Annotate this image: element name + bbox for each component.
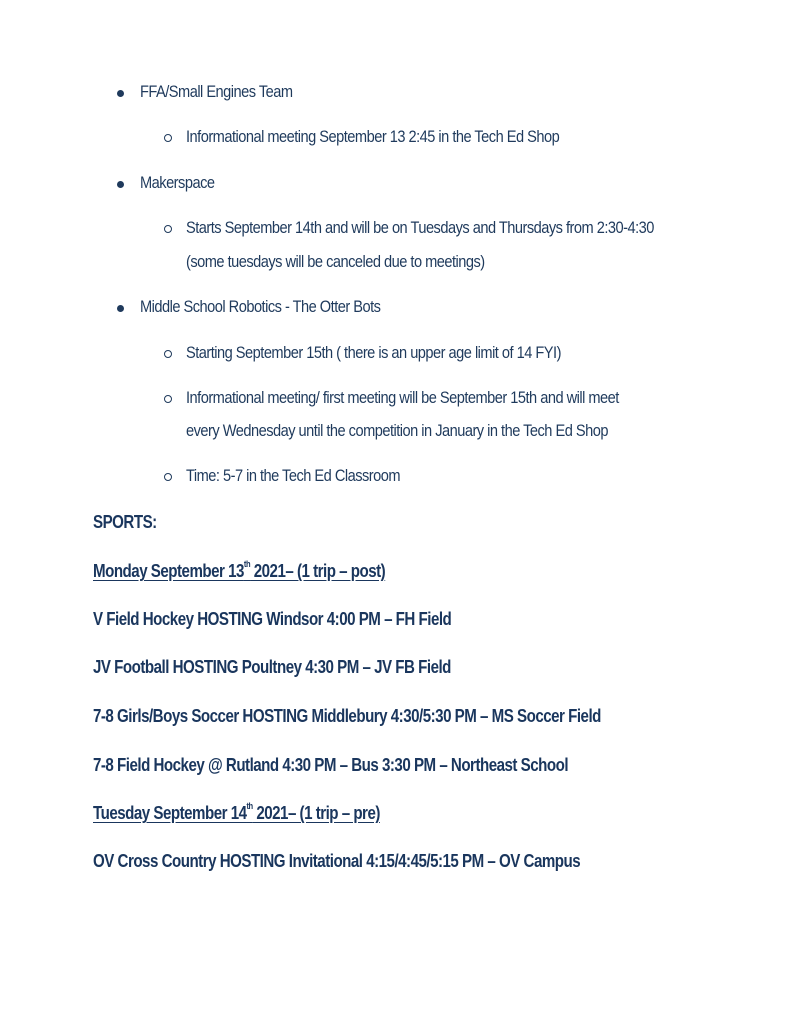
tuesday-event: OV Cross Country HOSTING Invitational 4:15/4:45/5:15 PM – OV Campus	[93, 851, 581, 871]
sports-heading: SPORTS:	[93, 512, 157, 532]
monday-date-pre: Monday September 13	[93, 561, 244, 581]
tuesday-date-sup: th	[246, 801, 253, 811]
club-ffa-title: FFA/Small Engines Team	[140, 82, 293, 101]
bullet-disc-icon	[117, 181, 124, 188]
bullet-circle-icon	[164, 225, 172, 233]
club-robotics-title: Middle School Robotics - The Otter Bots	[140, 297, 381, 316]
bullet-disc-icon	[117, 305, 124, 312]
tuesday-date-post: 2021– (1 trip – pre)	[252, 803, 380, 823]
tuesday-date-pre: Tuesday September 14	[93, 803, 247, 823]
club-robotics-detail-2-line2: every Wednesday until the competition in January in the Tech Ed Shop	[186, 421, 608, 440]
monday-date-heading	[93, 561, 385, 582]
monday-event: 7-8 Field Hockey @ Rutland 4:30 PM – Bus 3:30 PM – Northeast School	[93, 755, 569, 775]
tuesday-date-heading	[93, 803, 380, 824]
club-robotics-detail-1: Starting September 15th ( there is an upper age limit of 14 FYI)	[186, 343, 561, 362]
monday-event: 7-8 Girls/Boys Soccer HOSTING Middlebury 4:30/5:30 PM – MS Soccer Field	[93, 706, 601, 726]
bullet-circle-icon	[164, 473, 172, 481]
club-makerspace-detail-line2: (some tuesdays will be canceled due to meetings)	[186, 252, 485, 271]
club-robotics-detail-2-line1: Informational meeting/ first meeting will be September 15th and will meet	[186, 388, 619, 407]
bullet-circle-icon	[164, 395, 172, 403]
bullet-disc-icon	[117, 90, 124, 97]
monday-date-sup: th	[243, 559, 251, 569]
monday-event: JV Football HOSTING Poultney 4:30 PM – JV FB Field	[93, 657, 451, 677]
club-ffa-detail: Informational meeting September 13 2:45 in the Tech Ed Shop	[186, 127, 560, 146]
club-makerspace-detail-line1: Starts September 14th and will be on Tuesdays and Thursdays from 2:30-4:30	[186, 218, 654, 237]
monday-date-post: 2021– (1 trip – post)	[250, 561, 386, 581]
bullet-circle-icon	[164, 134, 172, 142]
club-robotics-detail-3: Time: 5-7 in the Tech Ed Classroom	[186, 466, 401, 485]
monday-event: V Field Hockey HOSTING Windsor 4:00 PM – FH Field	[93, 609, 452, 629]
club-makerspace-title: Makerspace	[140, 173, 215, 192]
bullet-circle-icon	[164, 350, 172, 358]
